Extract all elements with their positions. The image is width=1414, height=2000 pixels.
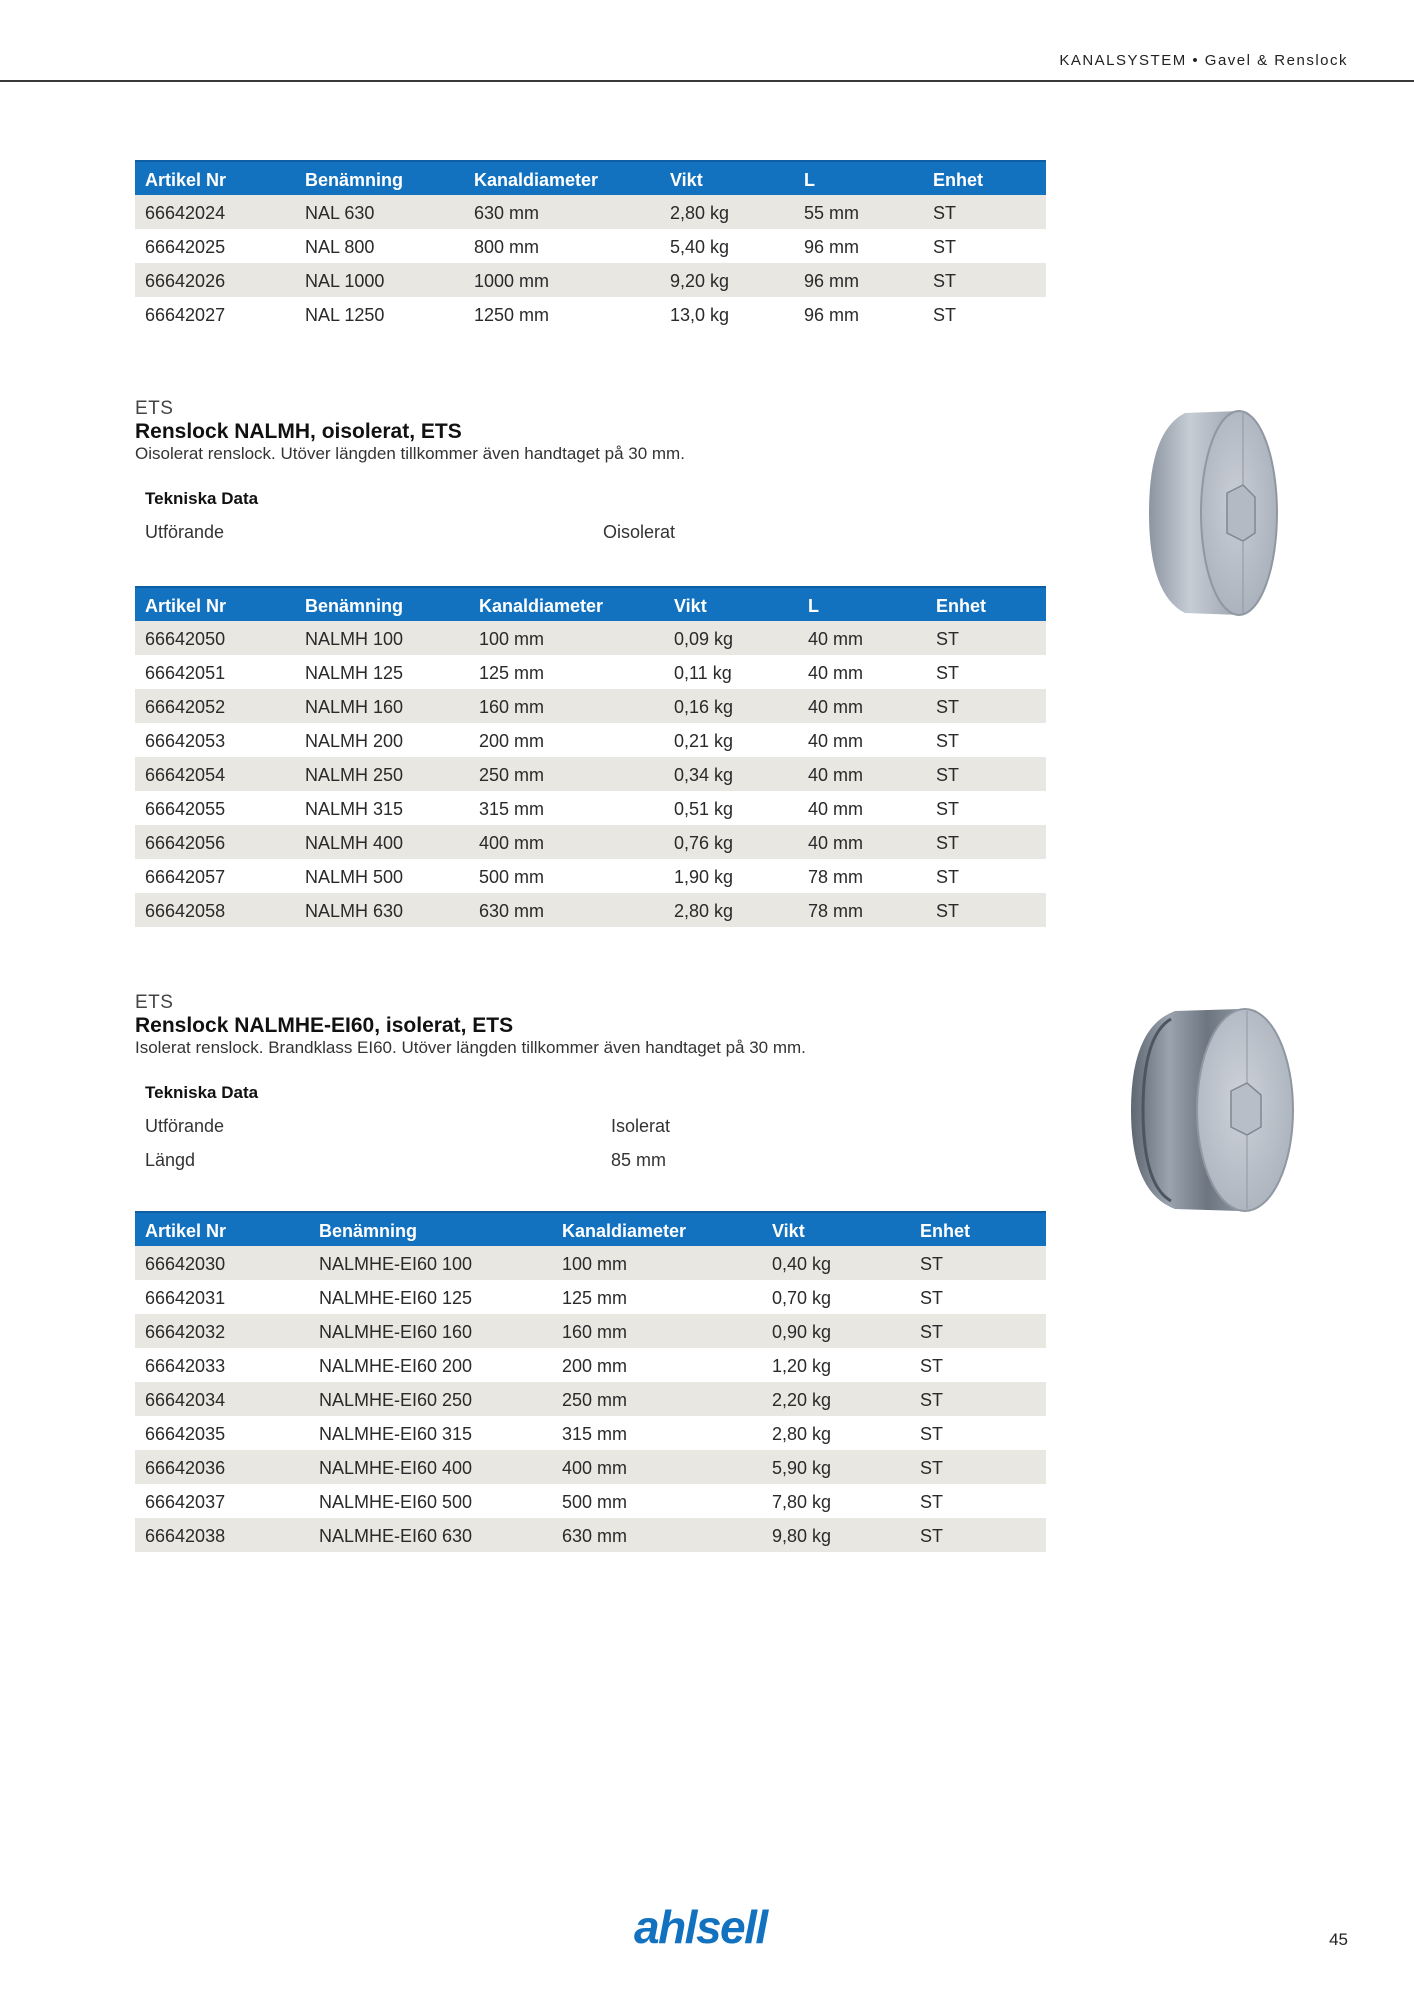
table-cell: 0,11 kg: [664, 655, 798, 689]
table-cell: ST: [926, 655, 1046, 689]
table-cell: ST: [926, 757, 1046, 791]
table-cell: 400 mm: [552, 1450, 762, 1484]
table-cell: 100 mm: [552, 1246, 762, 1280]
column-header: Benämning: [295, 161, 464, 195]
table-cell: 40 mm: [798, 689, 926, 723]
table-cell: 1,20 kg: [762, 1348, 910, 1382]
table-cell: NALMH 630: [295, 893, 469, 927]
table-cell: 0,70 kg: [762, 1280, 910, 1314]
table-cell: 66642032: [135, 1314, 309, 1348]
table-row: [135, 621, 1046, 655]
table-cell: 9,80 kg: [762, 1518, 910, 1552]
nal-table: [135, 160, 1046, 331]
tech-data-heading: Tekniska Data: [145, 1083, 259, 1102]
table-row: [135, 1246, 1046, 1280]
column-header: Benämning: [295, 587, 469, 621]
table-cell: NALMHE-EI60 100: [309, 1246, 552, 1280]
table-cell: 66642024: [135, 195, 295, 229]
table-cell: 2,80 kg: [664, 893, 798, 927]
table-cell: ST: [910, 1450, 1046, 1484]
table-cell: 400 mm: [469, 825, 664, 859]
table-cell: 0,40 kg: [762, 1246, 910, 1280]
column-header: Vikt: [660, 161, 794, 195]
table-cell: 96 mm: [794, 263, 923, 297]
product-title: Renslock NALMH, oisolerat, ETS: [135, 420, 462, 443]
table-row: [135, 1484, 1046, 1518]
table-cell: 315 mm: [469, 791, 664, 825]
table-row: [135, 1348, 1046, 1382]
table-cell: 66642031: [135, 1280, 309, 1314]
table-header-row: [135, 587, 1046, 621]
table-cell: ST: [926, 791, 1046, 825]
tech-data-heading: Tekniska Data: [145, 489, 259, 508]
table-cell: ST: [923, 297, 1046, 331]
duct-end-cap-insulated-icon: [1125, 1005, 1300, 1220]
table-cell: 66642058: [135, 893, 295, 927]
table-cell: 66642035: [135, 1416, 309, 1450]
table-row: [135, 723, 1046, 757]
table-cell: 0,09 kg: [664, 621, 798, 655]
table-row: [135, 263, 1046, 297]
table-cell: 40 mm: [798, 655, 926, 689]
table-cell: 66642036: [135, 1450, 309, 1484]
column-header: Kanaldiameter: [552, 1212, 762, 1246]
tech-value: Oisolerat: [603, 522, 676, 542]
table-cell: 0,21 kg: [664, 723, 798, 757]
table-cell: ST: [910, 1348, 1046, 1382]
nalmh-table: [135, 586, 1046, 927]
table-row: [135, 825, 1046, 859]
table-cell: NALMHE-EI60 160: [309, 1314, 552, 1348]
table-cell: 0,90 kg: [762, 1314, 910, 1348]
table-cell: 1250 mm: [464, 297, 660, 331]
table-cell: NALMHE-EI60 250: [309, 1382, 552, 1416]
table-row: [135, 297, 1046, 331]
table-row: [135, 1518, 1046, 1552]
table-cell: ST: [910, 1382, 1046, 1416]
table-cell: 160 mm: [469, 689, 664, 723]
table-cell: NALMHE-EI60 315: [309, 1416, 552, 1450]
table-cell: 200 mm: [469, 723, 664, 757]
table-cell: ST: [926, 689, 1046, 723]
table-cell: 96 mm: [794, 297, 923, 331]
table-cell: ST: [926, 825, 1046, 859]
column-header: Enhet: [926, 587, 1046, 621]
column-header: Enhet: [910, 1212, 1046, 1246]
table-cell: NALMH 400: [295, 825, 469, 859]
header-divider: [0, 80, 1414, 82]
table-cell: 125 mm: [552, 1280, 762, 1314]
table-cell: 66642038: [135, 1518, 309, 1552]
table-cell: 66642037: [135, 1484, 309, 1518]
table-cell: 66642026: [135, 263, 295, 297]
table-cell: 630 mm: [469, 893, 664, 927]
table-cell: 66642025: [135, 229, 295, 263]
table-row: [135, 1382, 1046, 1416]
table-cell: NALMH 315: [295, 791, 469, 825]
page-number: 45: [1329, 1930, 1348, 1949]
table-cell: 40 mm: [798, 825, 926, 859]
table-cell: 40 mm: [798, 791, 926, 825]
tech-label: Utförande: [145, 522, 225, 542]
table-cell: 630 mm: [552, 1518, 762, 1552]
table-cell: ST: [926, 621, 1046, 655]
table-header-row: [135, 161, 1046, 195]
table-cell: 66642052: [135, 689, 295, 723]
product-description: Isolerat renslock. Brandklass EI60. Utöver längden tillkommer även handtaget på 30 mm.: [135, 1038, 806, 1057]
table-cell: 500 mm: [552, 1484, 762, 1518]
table-cell: ST: [926, 723, 1046, 757]
tech-label: Utförande: [145, 1116, 225, 1136]
table-cell: NAL 630: [295, 195, 464, 229]
column-header: Artikel Nr: [135, 587, 295, 621]
table-cell: 100 mm: [469, 621, 664, 655]
table-cell: 5,40 kg: [660, 229, 794, 263]
table-cell: ST: [926, 893, 1046, 927]
column-header: Vikt: [664, 587, 798, 621]
table-cell: 40 mm: [798, 723, 926, 757]
table-cell: ST: [923, 263, 1046, 297]
table-cell: NAL 1000: [295, 263, 464, 297]
table-cell: 800 mm: [464, 229, 660, 263]
table-cell: 96 mm: [794, 229, 923, 263]
table-cell: 1,90 kg: [664, 859, 798, 893]
table-cell: 2,80 kg: [762, 1416, 910, 1450]
table-cell: 66642057: [135, 859, 295, 893]
column-header: Kanaldiameter: [464, 161, 660, 195]
table-cell: 200 mm: [552, 1348, 762, 1382]
table-cell: 66642051: [135, 655, 295, 689]
table-row: [135, 1416, 1046, 1450]
table-cell: 78 mm: [798, 893, 926, 927]
section-kicker: ETS: [135, 992, 174, 1013]
column-header: L: [794, 161, 923, 195]
table-row: [135, 859, 1046, 893]
table-cell: NALMHE-EI60 400: [309, 1450, 552, 1484]
table-cell: 125 mm: [469, 655, 664, 689]
table-cell: NALMH 100: [295, 621, 469, 655]
table-cell: ST: [923, 229, 1046, 263]
table-cell: NALMH 250: [295, 757, 469, 791]
table-cell: 9,20 kg: [660, 263, 794, 297]
table-row: [135, 1280, 1046, 1314]
product-title: Renslock NALMHE-EI60, isolerat, ETS: [135, 1014, 514, 1037]
table-cell: 66642034: [135, 1382, 309, 1416]
table-cell: 0,51 kg: [664, 791, 798, 825]
table-cell: 66642056: [135, 825, 295, 859]
table-row: [135, 229, 1046, 263]
table-cell: 0,16 kg: [664, 689, 798, 723]
table-cell: NALMH 160: [295, 689, 469, 723]
column-header: Benämning: [309, 1212, 552, 1246]
table-cell: NALMHE-EI60 630: [309, 1518, 552, 1552]
table-cell: NALMHE-EI60 200: [309, 1348, 552, 1382]
table-row: [135, 655, 1046, 689]
column-header: Enhet: [923, 161, 1046, 195]
column-header: Artikel Nr: [135, 161, 295, 195]
table-cell: 0,76 kg: [664, 825, 798, 859]
table-cell: ST: [910, 1280, 1046, 1314]
table-cell: 1000 mm: [464, 263, 660, 297]
tech-value: 85 mm: [611, 1150, 667, 1170]
column-header: Vikt: [762, 1212, 910, 1246]
table-row: [135, 1450, 1046, 1484]
column-header: L: [798, 587, 926, 621]
table-row: [135, 757, 1046, 791]
table-cell: 160 mm: [552, 1314, 762, 1348]
table-cell: 66642030: [135, 1246, 309, 1280]
table-header-row: [135, 1212, 1046, 1246]
table-cell: 250 mm: [469, 757, 664, 791]
table-cell: 2,20 kg: [762, 1382, 910, 1416]
table-cell: 315 mm: [552, 1416, 762, 1450]
table-cell: ST: [910, 1416, 1046, 1450]
ahlsell-logo: ahlsell: [634, 1901, 767, 1953]
duct-end-cap-uninsulated-icon: [1145, 405, 1285, 625]
table-cell: ST: [910, 1518, 1046, 1552]
table-cell: 66642053: [135, 723, 295, 757]
table-cell: 500 mm: [469, 859, 664, 893]
table-cell: ST: [910, 1246, 1046, 1280]
table-cell: 66642033: [135, 1348, 309, 1382]
table-cell: 13,0 kg: [660, 297, 794, 331]
section-kicker: ETS: [135, 398, 174, 419]
column-header: Kanaldiameter: [469, 587, 664, 621]
product-description: Oisolerat renslock. Utöver längden tillkommer även handtaget på 30 mm.: [135, 444, 685, 463]
table-cell: NAL 1250: [295, 297, 464, 331]
column-header: Artikel Nr: [135, 1212, 309, 1246]
table-row: [135, 893, 1046, 927]
table-cell: ST: [926, 859, 1046, 893]
table-row: [135, 1314, 1046, 1348]
tech-value: Isolerat: [611, 1116, 671, 1136]
table-cell: 7,80 kg: [762, 1484, 910, 1518]
table-cell: 2,80 kg: [660, 195, 794, 229]
table-cell: ST: [910, 1484, 1046, 1518]
table-cell: 250 mm: [552, 1382, 762, 1416]
table-cell: 0,34 kg: [664, 757, 798, 791]
table-cell: NALMH 500: [295, 859, 469, 893]
table-row: [135, 689, 1046, 723]
table-cell: ST: [910, 1314, 1046, 1348]
table-cell: 5,90 kg: [762, 1450, 910, 1484]
table-cell: 55 mm: [794, 195, 923, 229]
table-cell: NALMHE-EI60 500: [309, 1484, 552, 1518]
running-header: KANALSYSTEM • Gavel & Renslock: [1059, 52, 1348, 69]
table-cell: ST: [923, 195, 1046, 229]
table-cell: 40 mm: [798, 757, 926, 791]
tech-label: Längd: [145, 1150, 196, 1170]
table-cell: 40 mm: [798, 621, 926, 655]
table-cell: 66642027: [135, 297, 295, 331]
nalmhe-table: [135, 1211, 1046, 1552]
table-cell: 66642054: [135, 757, 295, 791]
table-row: [135, 195, 1046, 229]
table-cell: 66642050: [135, 621, 295, 655]
table-cell: 78 mm: [798, 859, 926, 893]
table-cell: NALMHE-EI60 125: [309, 1280, 552, 1314]
table-cell: NALMH 125: [295, 655, 469, 689]
table-cell: 630 mm: [464, 195, 660, 229]
table-row: [135, 791, 1046, 825]
table-cell: NAL 800: [295, 229, 464, 263]
table-cell: 66642055: [135, 791, 295, 825]
table-cell: NALMH 200: [295, 723, 469, 757]
